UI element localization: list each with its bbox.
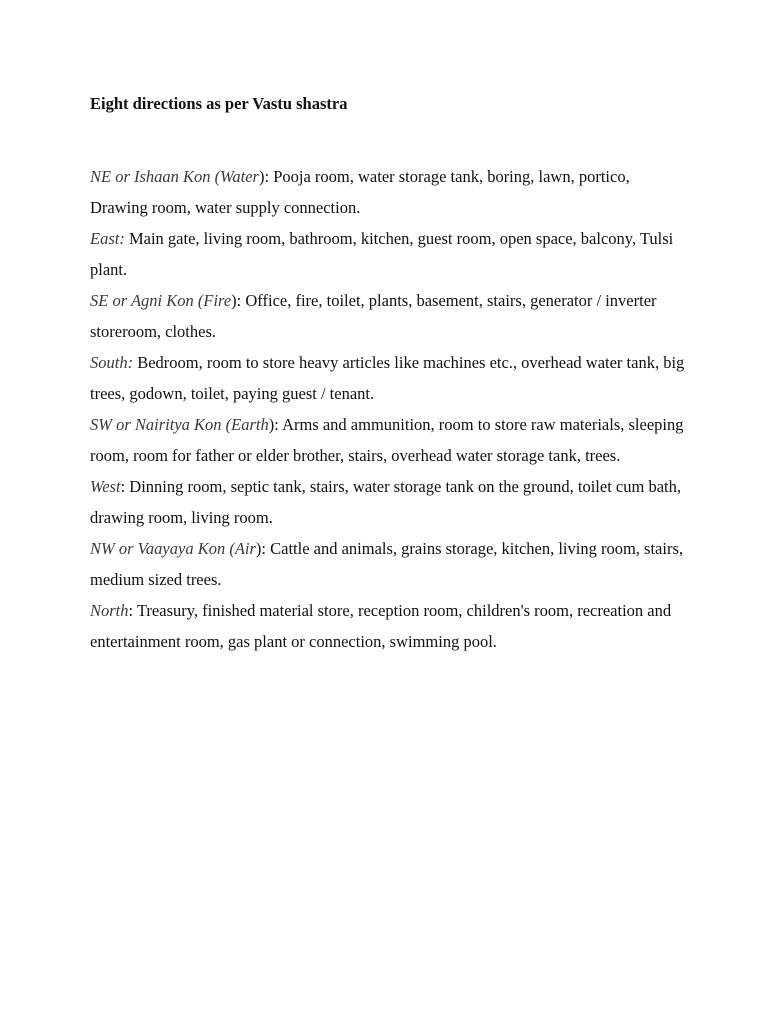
direction-entry-se: [90, 285, 690, 347]
direction-entry-nw: [90, 533, 690, 595]
direction-entry-west: [90, 471, 690, 533]
direction-separator: :: [120, 477, 130, 496]
direction-description: Cattle and animals, grains storage, kitchen, living room, stairs, medium sized trees.: [90, 539, 683, 589]
direction-separator: ):: [258, 167, 274, 186]
direction-entry-south: [90, 347, 690, 409]
direction-entry-north: [90, 595, 690, 657]
direction-description: Main gate, living room, bathroom, kitchen, guest room, open space, balcony, Tulsi plant.: [90, 229, 674, 279]
direction-separator: :: [128, 601, 137, 620]
direction-label: SW or Nairitya Kon (Earth: [90, 415, 269, 434]
direction-separator: ):: [255, 539, 271, 558]
direction-label: North: [90, 601, 129, 620]
direction-separator: ):: [268, 415, 283, 434]
document-title: Eight directions as per Vastu shastra: [90, 94, 348, 113]
direction-separator: ):: [231, 291, 246, 310]
direction-description: Arms and ammunition, room to store raw materials, sleeping room, room for father or elder brother, stairs, overhead water storage tank, trees.: [90, 415, 684, 465]
direction-description: Pooja room, water storage tank, boring, lawn, portico, Drawing room, water supply connection.: [90, 167, 630, 217]
direction-description: Dinning room, septic tank, stairs, water storage tank on the ground, toilet cum bath, drawing room, living room.: [90, 477, 681, 527]
direction-entry-east: [90, 223, 690, 285]
direction-label: East:: [90, 229, 125, 248]
direction-list: [90, 161, 690, 657]
direction-description: Bedroom, room to store heavy articles like machines etc., overhead water tank, big trees, godown, toilet, paying guest / tenant.: [90, 353, 685, 403]
direction-label: NE or Ishaan Kon (Water: [90, 167, 259, 186]
direction-label: West: [90, 477, 121, 496]
direction-label: South:: [90, 353, 134, 372]
direction-description: Treasury, finished material store, reception room, children's room, recreation and entertainment room, gas plant or connection, swimming pool.: [90, 601, 672, 651]
direction-entry-sw: [90, 409, 690, 471]
direction-label: SE or Agni Kon (Fire: [90, 291, 232, 310]
direction-label: NW or Vaayaya Kon (Air: [90, 539, 256, 558]
direction-description: Office, fire, toilet, plants, basement, stairs, generator / inverter storeroom, clothes.: [90, 291, 657, 341]
direction-entry-ne: [90, 161, 690, 223]
